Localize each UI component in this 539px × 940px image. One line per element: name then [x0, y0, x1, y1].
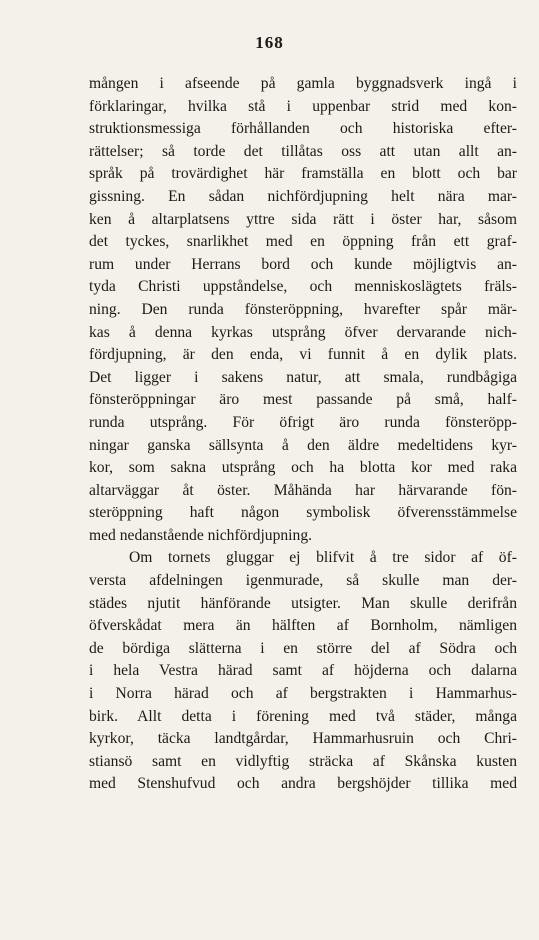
text-line: kyrkor, täcka landtgårdar, Hammarhusruin och Chri- — [89, 730, 517, 748]
paragraph-1 — [89, 73, 517, 547]
text-line: i hela Vestra härad samt af höjderna och dalarna — [89, 662, 517, 680]
body-text — [89, 73, 517, 796]
text-line: rättelser; så torde det tillåtas oss att utan allt an- — [89, 142, 517, 160]
text-line: öfverskådat mera än hälften af Bornholm, nämligen — [89, 617, 517, 635]
text-line: versta afdelningen igenmurade, så skulle man der- — [89, 572, 517, 590]
text-line: i Norra härad och af bergstrakten i Hammarhus- — [89, 685, 517, 703]
text-line: med Stenshufvud och andra bergshöjder tillika med — [89, 775, 517, 793]
text-line: med nedanstående nichfördjupning. — [89, 526, 313, 544]
text-line: mången i afseende på gamla byggnadsverk ingå i — [89, 75, 517, 92]
text-line: kas å denna kyrkas utsprång öfver dervarande nich- — [89, 323, 517, 341]
text-line: fördjupning, är den enda, vi funnit å en dylik plats. — [89, 346, 517, 364]
text-line: steröppning haft någon symbolisk öfverensstämmelse — [89, 504, 517, 522]
text-line: förklaringar, hvilka stå i uppenbar strid med kon- — [89, 97, 517, 115]
page-number: 168 — [255, 33, 284, 52]
text-line: birk. Allt detta i förening med två städer, många — [89, 707, 517, 725]
text-line: kor, som sakna utsprång och ha blotta kor med raka — [89, 459, 517, 477]
text-line: rum under Herrans bord och kunde möjligtvis an- — [89, 255, 517, 273]
text-line: Om tornets gluggar ej blifvit å tre sidor af öf- — [129, 549, 517, 567]
text-line: språk på trovärdighet här framställa en blott och bar — [89, 165, 517, 183]
text-line: ken å altarplatsens yttre sida rätt i öster har, såsom — [89, 210, 517, 228]
text-line: altarväggar åt öster. Måhända har härvarande fön- — [89, 481, 517, 499]
text-line: ning. Den runda fönsteröppning, hvarefter spår mär- — [89, 300, 517, 318]
text-line: fönsteröppningar äro mest passande på små, half- — [89, 391, 517, 409]
text-line: runda utsprång. För öfrigt äro runda fönsteröpp- — [89, 413, 517, 431]
text-line: städes njutit hänförande utsigter. Man skulle derifrån — [89, 594, 517, 612]
text-line: tyda Christi uppståndelse, och menniskoslägtets fräls- — [89, 278, 517, 296]
text-line: struktionsmessiga förhållanden och historiska efter- — [89, 120, 517, 138]
text-line: de bördiga slätterna i en större del af Södra och — [89, 639, 517, 657]
text-line: ningar ganska sällsynta å den äldre medeltidens kyr- — [89, 436, 517, 454]
text-line: stiansö samt en vidlyftig sträcka af Skånska kusten — [89, 752, 517, 770]
text-line: Det ligger i sakens natur, att smala, rundbågiga — [89, 368, 517, 386]
text-line: gissning. En sådan nichfördjupning helt nära mar- — [89, 187, 517, 205]
text-line: det tyckes, snarlikhet med en öppning från ett graf- — [89, 233, 517, 251]
paragraph-2 — [89, 547, 517, 796]
